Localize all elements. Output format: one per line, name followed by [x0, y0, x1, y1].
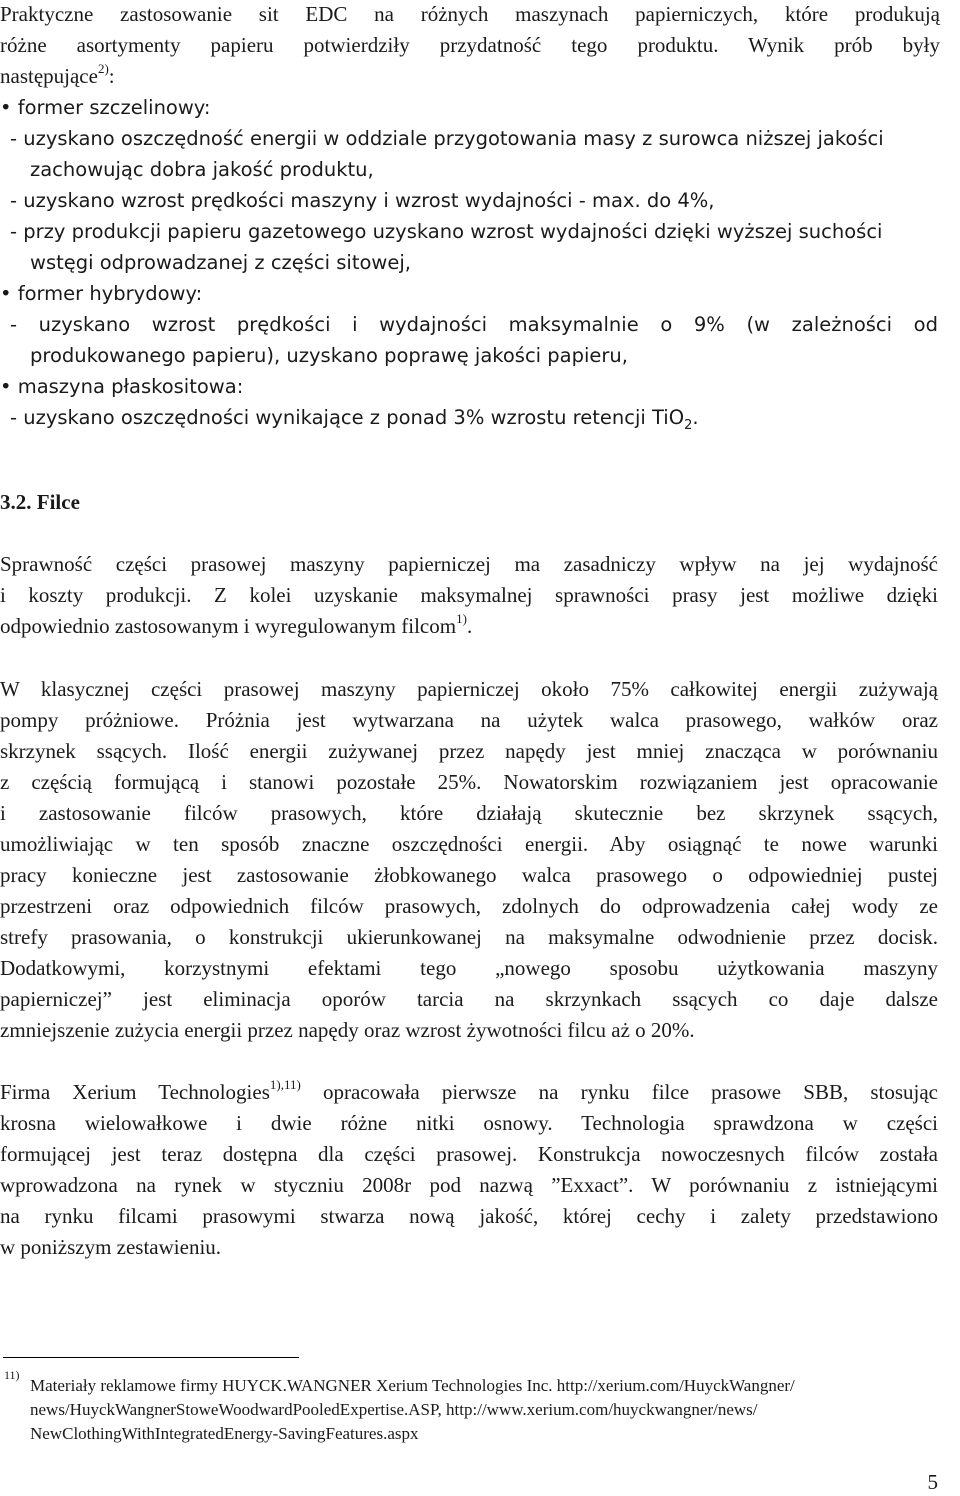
footnote-ref-2: 2)	[97, 61, 109, 76]
para2-line-8: przestrzeni oraz odpowiednich filców prasowych, zdolnych do odprowadzenia całej wody ze	[0, 894, 938, 918]
bullet-former-szczelinowy: • former szczelinowy:	[0, 96, 211, 119]
para3-line-1-text: Firma Xerium Technologies	[0, 1080, 270, 1104]
list-item-3b: wstęgi odprowadzanej z części sitowej,	[30, 251, 411, 274]
intro-line-2: różne asortymenty papieru potwierdziły przydatność tego produktu. Wynik prób były	[0, 33, 940, 57]
intro-line-3-tail: :	[108, 64, 115, 88]
para3-line-2: krosna wielowałkowe i dwie różne nitki osnowy. Technologia sprawdzona w części	[0, 1111, 938, 1135]
list-item-5-text: - uzyskano oszczędności wynikające z ponad 3% wzrostu retencji TiO	[10, 406, 685, 429]
list-item-5-tail: .	[692, 406, 699, 429]
bullet-maszyna-plaskositowa: • maszyna płaskositowa:	[0, 375, 244, 398]
para2-line-1: W klasycznej części prasowej maszyny papierniczej około 75% całkowitej energii zużywają	[0, 677, 938, 701]
para2-line-10: Dodatkowymi, korzystnymi efektami tego „nowego sposobu użytkowania maszyny	[0, 956, 938, 980]
intro-line-3-text: następujące	[0, 64, 98, 88]
footnote-line-3: NewClothingWithIntegratedEnergy-SavingFeatures.aspx	[30, 1424, 419, 1443]
list-item-1a: - uzyskano oszczędność energii w oddziale przygotowania masy z surowca niższej jakości	[10, 127, 884, 150]
footnote-ref-1-11: 1),11)	[269, 1077, 301, 1092]
footnote-mark: 11)	[4, 1368, 20, 1382]
para3-line-3: formującej jest teraz dostępna dla części prasowej. Konstrukcja nowoczesnych filców została	[0, 1142, 938, 1166]
para3-line-5: na rynku filcami prasowymi stwarza nową jakość, której cechy i zalety przedstawiono	[0, 1204, 938, 1228]
section-heading: 3.2. Filce	[0, 490, 80, 514]
bullet-former-hybrydowy: • former hybrydowy:	[0, 282, 203, 305]
list-item-5	[10, 404, 699, 432]
footnote-separator	[3, 1357, 299, 1358]
para2-line-7: pracy konieczne jest zastosowanie żłobkowanego walca prasowego o odpowiedniej pustej	[0, 863, 938, 887]
para2-line-5: i zastosowanie filców prasowych, które działają skutecznie bez skrzynek ssących,	[0, 801, 938, 825]
para1-line-2: i koszty produkcji. Z kolei uzyskanie maksymalnej sprawności prasy jest możliwe dzięki	[0, 583, 938, 607]
para2-line-4: z częścią formującą i stanowi pozostałe 25%. Nowatorskim rozwiązaniem jest opracowanie	[0, 770, 938, 794]
para1-line-3-text: odpowiednio zastosowanym i wyregulowanym filcom	[0, 614, 457, 638]
para1-line-3-tail: .	[466, 614, 473, 638]
intro-line-3	[0, 62, 115, 90]
list-item-4a: - uzyskano wzrost prędkości i wydajności maksymalnie o 9% (w zależności od	[10, 313, 938, 336]
para2-line-11: papierniczej” jest eliminacja oporów tarcia na skrzynkach ssących co daje dalsze	[0, 987, 938, 1011]
para3-line-6: w poniższym zestawieniu.	[0, 1235, 222, 1259]
para2-line-2: pompy próżniowe. Próżnia jest wytwarzana na użytek walca prasowego, wałków oraz	[0, 708, 938, 732]
footnote-line-1: Materiały reklamowe firmy HUYCK.WANGNER Xerium Technologies Inc. http://xerium.com/HuyckWangner/	[30, 1376, 795, 1395]
para1-line-3	[0, 612, 472, 640]
para3-line-1-tail: opracowała pierwsze na rynku filce prasowe SBB, stosując	[300, 1080, 938, 1104]
list-item-4b: produkowanego papieru), uzyskano poprawę jakości papieru,	[30, 344, 628, 367]
para1-line-1: Sprawność części prasowej maszyny papierniczej ma zasadniczy wpływ na jej wydajność	[0, 552, 938, 576]
para3-line-4: wprowadzona na rynek w styczniu 2008r pod nazwą ”Exxact”. W porównaniu z istniejącymi	[0, 1173, 938, 1197]
para3-line-1	[0, 1078, 938, 1106]
list-item-3a: - przy produkcji papieru gazetowego uzyskano wzrost wydajności dzięki wyższej suchości	[10, 220, 883, 243]
para2-line-6: umożliwiając w ten sposób znaczne oszczędności energii. Aby osiągnąć te nowe warunki	[0, 832, 938, 856]
para2-line-9: strefy prasowania, o konstrukcji ukierunkowanej na maksymalne odwodnienie przez docisk.	[0, 925, 938, 949]
footnote-line-2: news/HuyckWangnerStoweWoodwardPooledExpertise.ASP, http://www.xerium.com/huyckwangner/news/	[30, 1400, 758, 1419]
list-item-2: - uzyskano wzrost prędkości maszyny i wzrost wydajności - max. do 4%,	[10, 189, 715, 212]
list-item-1b: zachowując dobra jakość produktu,	[30, 158, 374, 181]
list-item-5-sub: 2	[684, 417, 693, 433]
para2-line-3: skrzynek ssących. Ilość energii zużywanej przez napędy jest mniej znacząca w porównaniu	[0, 739, 938, 763]
para2-line-12: zmniejszenie zużycia energii przez napędy oraz wzrost żywotności filcu aż o 20%.	[0, 1018, 695, 1042]
intro-line-1: Praktyczne zastosowanie sit EDC na różnych maszynach papierniczych, które produkują	[0, 2, 940, 26]
page-number: 5	[927, 1470, 938, 1494]
footnote-ref-1: 1)	[456, 611, 467, 626]
